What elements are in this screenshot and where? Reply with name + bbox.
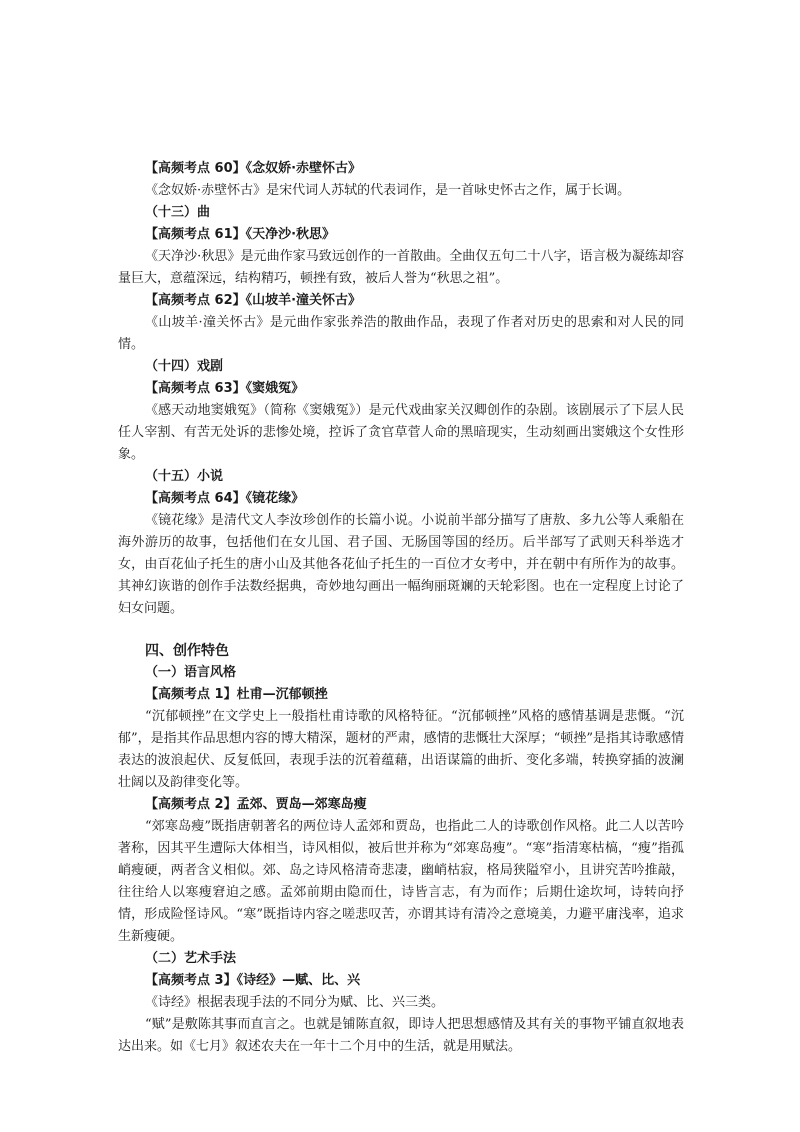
document-page	[118, 158, 684, 1058]
key-point-64-title: 【高频考点 64】《镜花缘》	[145, 491, 305, 506]
subsection-2-heading: （二）艺术手法	[145, 951, 237, 966]
key-point-3-title: 【高频考点 3】《诗经》—赋、比、兴	[145, 973, 361, 988]
key-point-62-text: 《山坡羊·潼关怀古》是元曲作家张养浩的散曲作品，表现了作者对历史的思索和对人民的同情。	[118, 315, 684, 352]
key-point-60-title: 【高频考点 60】《念奴娇·赤壁怀古》	[145, 161, 362, 176]
key-point-1-title: 【高频考点 1】杜甫—沉郁顿挫	[145, 687, 328, 702]
subsection-13-heading: （十三）曲	[145, 205, 211, 220]
key-point-3-text-2: “赋”是敷陈其事而直言之。也就是铺陈直叙，即诗人把思想感情及其有关的事物平铺直叙地表达出来。如《七月》叙述农夫在一年十二个月中的生活，就是用赋法。	[118, 1017, 684, 1054]
key-point-61-title: 【高频考点 61】《天净沙·秋思》	[145, 227, 336, 242]
key-point-2-text: “郊寒岛瘦”既指唐朝著名的两位诗人孟郊和贾岛，也指此二人的诗歌创作风格。此二人以苦吟著称，因其平生遭际大体相当，诗风相似，被后世并称为“郊寒岛瘦”。“寒”指清寒枯槁，“瘦”指孤峭瘦硬，两者含义相似。郊、岛之诗风格清奇悲凄，幽峭枯寂，格局狭隘窄小，且讲究苦吟推敲，往往给人以寒瘦窘迫之感。孟郊前期由隐而仕，诗皆言志，有为而作；后期仕途坎坷，诗转向抒情，形成险怪诗风。“寒”既指诗内容之嗟悲叹苦，亦谓其诗有清冷之意境美，力避平庸浅率，追求生新瘦硬。	[118, 819, 684, 944]
key-point-3-text-1: 《诗经》根据表现手法的不同分为赋、比、兴三类。	[145, 995, 445, 1010]
key-point-1-text: “沉郁顿挫”在文学史上一般指杜甫诗歌的风格特征。“沉郁顿挫”风格的感情基调是悲慨。“沉郁”，是指其作品思想内容的博大精深，题材的严肃，感情的悲慨壮大深厚；“顿挫”是指其诗歌感情表达的波浪起伏、反复低回，表现手法的沉着蕴藉，出语谋篇的曲折、变化多端，转换穿插的波澜壮阔以及韵律变化等。	[118, 709, 684, 790]
key-point-62-title: 【高频考点 62】《山坡羊·潼关怀古》	[145, 293, 362, 308]
key-point-63-title: 【高频考点 63】《窦娥冤》	[145, 381, 305, 396]
section-4-heading: 四、创作特色	[145, 643, 229, 659]
subsection-15-heading: （十五）小说	[145, 469, 224, 484]
subsection-14-heading: （十四）戏剧	[145, 359, 224, 374]
key-point-61-text: 《天净沙·秋思》是元曲作家马致远创作的一首散曲。全曲仅五句二十八字，语言极为凝练却容量巨大，意蕴深远，结构精巧，顿挫有致，被后人誉为“秋思之祖”。	[118, 249, 684, 286]
key-point-60-text: 《念奴娇·赤壁怀古》是宋代词人苏轼的代表词作，是一首咏史怀古之作，属于长调。	[145, 183, 631, 198]
key-point-63-text: 《感天动地窦娥冤》（简称《窦娥冤》）是元代戏曲家关汉卿创作的杂剧。该剧展示了下层人民任人宰割、有苦无处诉的悲惨处境，控诉了贪官草菅人命的黑暗现实，生动刻画出窦娥这个女性形象。	[118, 403, 684, 462]
key-point-64-text: 《镜花缘》是清代文人李汝珍创作的长篇小说。小说前半部分描写了唐敖、多九公等人乘船在海外游历的故事，包括他们在女儿国、君子国、无肠国等国的经历。后半部写了武则天科举选才女，由百花仙子托生的唐小山及其他各花仙子托生的一百位才女考中，并在朝中有所作为的故事。其神幻诙谐的创作手法数经据典，奇妙地勾画出一幅绚丽斑斓的天轮彩图。也在一定程度上讨论了妇女问题。	[118, 513, 684, 616]
subsection-1-heading: （一）语言风格	[145, 665, 237, 680]
key-point-2-title: 【高频考点 2】孟郊、贾岛—郊寒岛瘦	[145, 797, 367, 812]
